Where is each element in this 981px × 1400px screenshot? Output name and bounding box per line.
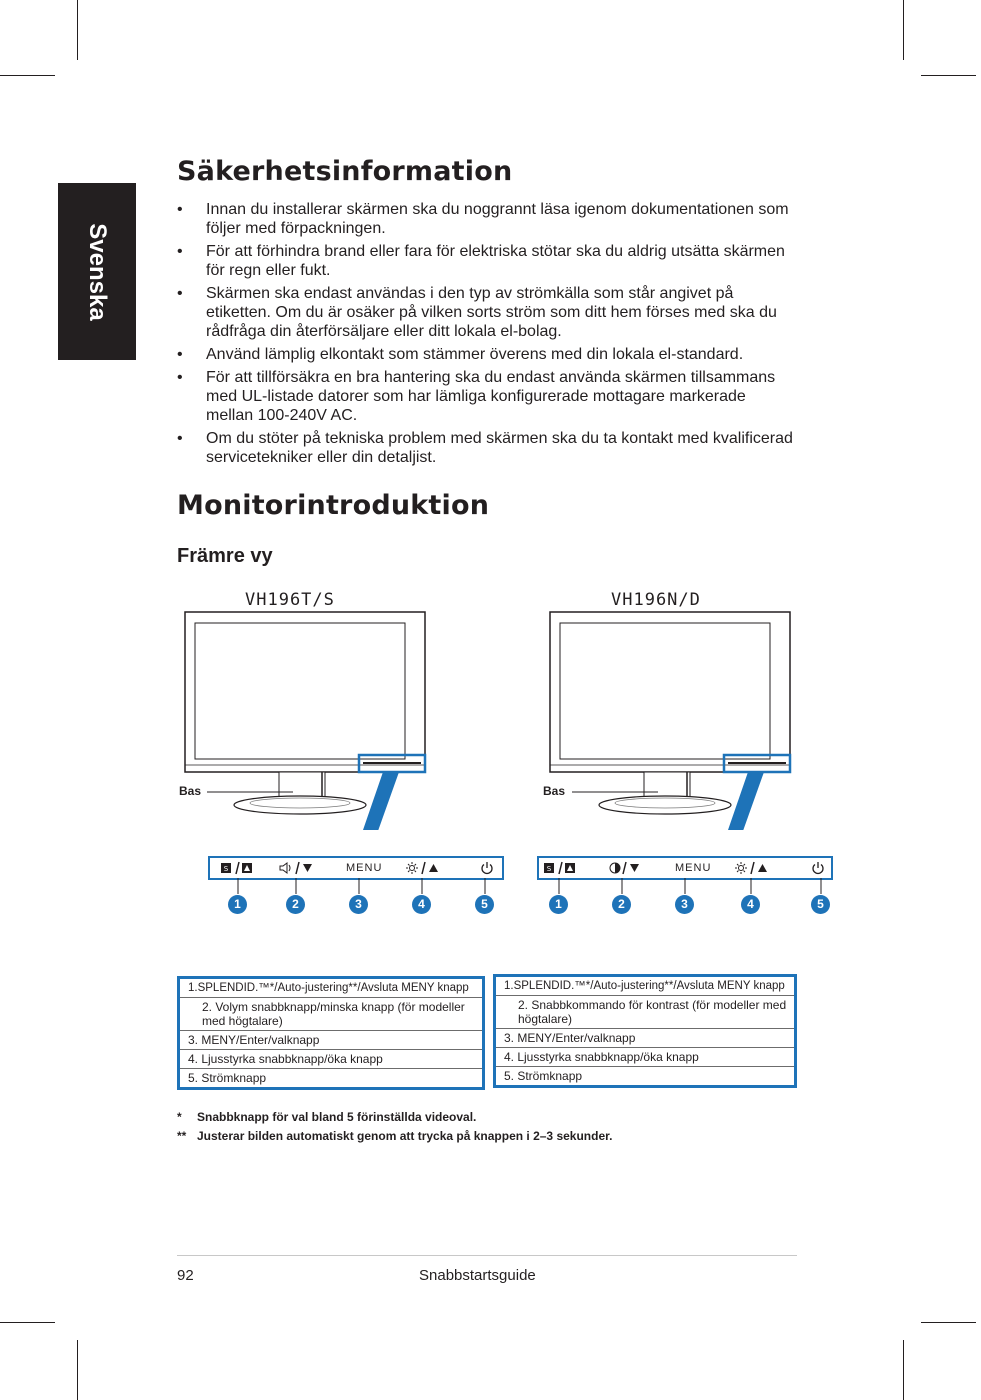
brightness-up-button[interactable] bbox=[735, 860, 771, 876]
model-name-left: VH196T/S bbox=[245, 590, 335, 610]
footnote: ** Justerar bilden automatiskt genom att trycka på knappen i 2–3 sekunder. bbox=[177, 1129, 613, 1143]
legend-row: 4. Ljusstyrka snabbknapp/öka knapp bbox=[496, 1048, 794, 1067]
button-number-badge: 5 bbox=[811, 895, 830, 914]
power-icon bbox=[480, 861, 494, 875]
guide-title: Snabbstartsguide bbox=[419, 1267, 536, 1284]
legend-row: 5. Strömknapp bbox=[504, 1069, 583, 1083]
menu-button[interactable] bbox=[675, 860, 711, 876]
list-item: • Skärmen ska endast användas i den typ av strömkälla som står angivet på etiketten. Om du är osäker på vilken sorts ström som ditt hem förses med ska du rådfråga din återförsäljare eller ditt lokala el-bolag. bbox=[177, 285, 777, 340]
button-number-badge: 2 bbox=[286, 895, 305, 914]
legend-row: 3. MENY/Enter/valknapp bbox=[180, 1031, 482, 1050]
legend-row: 3. MENY/Enter/valknapp bbox=[496, 1029, 794, 1048]
splendid-button[interactable] bbox=[543, 860, 577, 876]
brightness-up-icon bbox=[735, 861, 771, 875]
control-strip-right bbox=[537, 856, 833, 880]
button-number-badge: 1 bbox=[549, 895, 568, 914]
splendid-button[interactable] bbox=[220, 860, 254, 876]
splendid-auto-icon bbox=[220, 861, 254, 875]
power-button[interactable] bbox=[480, 860, 494, 876]
crop-mark bbox=[921, 75, 976, 76]
monitor-illustration-left bbox=[175, 605, 435, 830]
crop-mark bbox=[77, 1340, 78, 1400]
splendid-auto-icon bbox=[543, 861, 577, 875]
power-button[interactable] bbox=[811, 860, 825, 876]
volume-down-icon bbox=[278, 861, 314, 875]
language-label: Svenska bbox=[84, 222, 111, 321]
base-label-left: Bas bbox=[179, 784, 202, 798]
menu-button-label: MENU bbox=[346, 862, 383, 874]
legend-row: 1.SPLENDID.™*/Auto-justering**/Avsluta MENY knapp bbox=[180, 979, 482, 998]
safety-title: Säkerhetsinformation bbox=[177, 156, 513, 187]
model-name-right: VH196N/D bbox=[611, 590, 701, 610]
language-side-tab bbox=[58, 183, 136, 360]
volume-down-button[interactable] bbox=[278, 860, 314, 876]
crop-mark bbox=[921, 1322, 976, 1323]
svg-text:S: S bbox=[223, 865, 229, 873]
monitor-illustration-right bbox=[540, 605, 800, 830]
button-number-badge: 4 bbox=[412, 895, 431, 914]
crop-mark bbox=[0, 75, 55, 76]
brightness-up-icon bbox=[406, 861, 442, 875]
legend-row: 2. Volym snabbknapp/minska knapp (för modeller med högtalare) bbox=[180, 998, 482, 1031]
footnote: * Snabbknapp för val bland 5 förinställda videoval. bbox=[177, 1110, 477, 1124]
page-number: 92 bbox=[177, 1267, 194, 1284]
crop-mark bbox=[903, 1340, 904, 1400]
crop-mark bbox=[0, 1322, 55, 1323]
button-legend-left bbox=[177, 976, 485, 1090]
button-number-badge: 4 bbox=[741, 895, 760, 914]
list-item: • Innan du installerar skärmen ska du noggrannt läsa igenom dokumentationen som följer med förpackningen. bbox=[177, 201, 789, 237]
legend-row: 1.SPLENDID.™*/Auto-justering**/Avsluta MENY knapp bbox=[496, 977, 794, 996]
contrast-down-button[interactable] bbox=[609, 860, 643, 876]
svg-text:S: S bbox=[546, 865, 552, 873]
button-number-badge: 3 bbox=[675, 895, 694, 914]
list-item: • För att tillförsäkra en bra hantering ska du endast använda skärmen tillsammans med UL-listade datorer som har lämliga konfigurerade mottagare markerade mellan 100-240V AC. bbox=[177, 369, 776, 424]
menu-button-label: MENU bbox=[675, 862, 712, 874]
footnotes bbox=[177, 1108, 612, 1146]
list-item: • För att förhindra brand eller fara för elektriska stötar ska du aldrig utsätta skärmen för regn eller fukt. bbox=[177, 243, 785, 279]
legend-row: 4. Ljusstyrka snabbknapp/öka knapp bbox=[180, 1050, 482, 1069]
crop-mark bbox=[77, 0, 78, 60]
front-view-subtitle: Främre vy bbox=[177, 545, 273, 567]
brightness-up-button[interactable] bbox=[406, 860, 442, 876]
button-number-badge: 2 bbox=[612, 895, 631, 914]
button-number-badge: 1 bbox=[228, 895, 247, 914]
contrast-down-icon bbox=[609, 861, 643, 875]
footer-divider bbox=[177, 1255, 797, 1256]
list-item: • Använd lämplig elkontakt som stämmer överens med din lokala el-standard. bbox=[177, 346, 744, 363]
legend-row: 2. Snabbkommando för kontrast (för modeller med högtalare) bbox=[496, 996, 794, 1029]
safety-bullet-list bbox=[172, 200, 797, 471]
control-strip-left bbox=[208, 856, 504, 880]
list-item: • Om du stöter på tekniska problem med skärmen ska du ta kontakt med kvalificerad servicetekniker eller din detaljist. bbox=[177, 430, 793, 466]
power-icon bbox=[811, 861, 825, 875]
legend-row: 5. Strömknapp bbox=[188, 1071, 267, 1085]
crop-mark bbox=[903, 0, 904, 60]
button-legend-right bbox=[493, 974, 797, 1088]
monitor-intro-title: Monitorintroduktion bbox=[177, 490, 490, 521]
button-number-badge: 3 bbox=[349, 895, 368, 914]
menu-button[interactable] bbox=[346, 860, 382, 876]
base-label-right: Bas bbox=[543, 784, 566, 798]
button-number-badge: 5 bbox=[475, 895, 494, 914]
